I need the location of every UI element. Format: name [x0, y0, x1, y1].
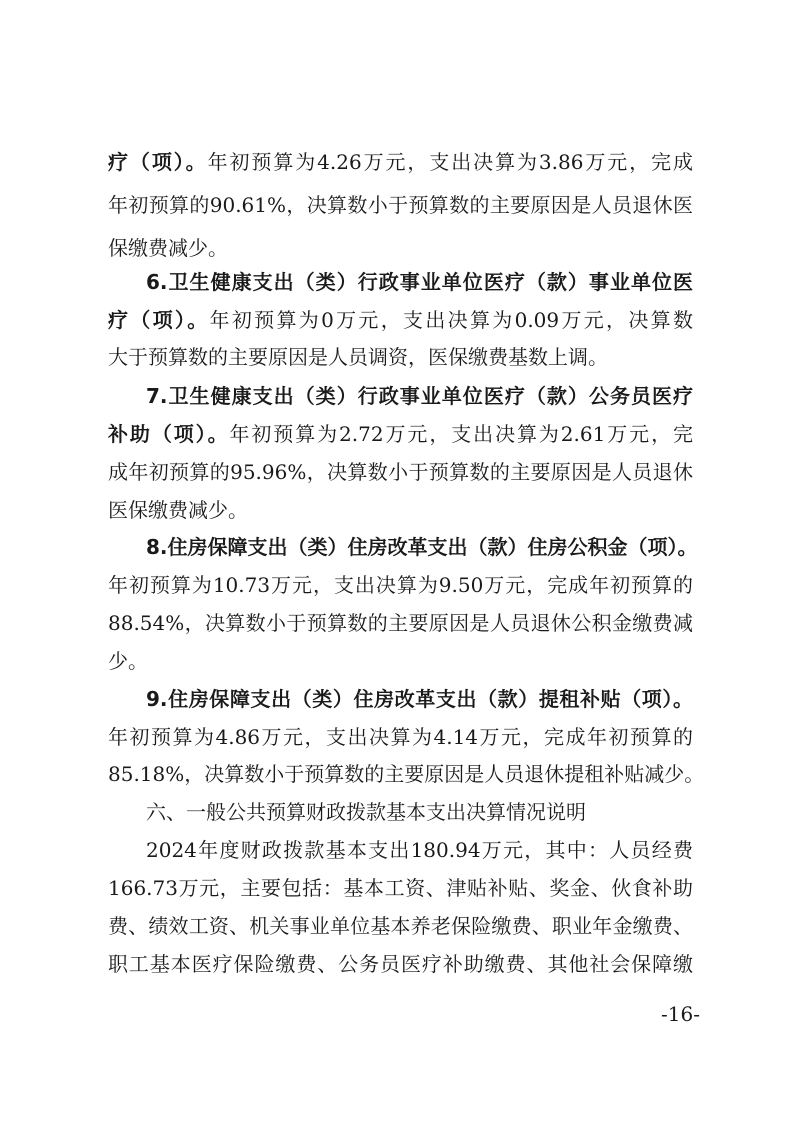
item-body: 年初预算为4.26万元，支出决算为3.86万元，完成: [207, 150, 694, 174]
item-title: 7.卫生健康支出（类）行政事业单位医疗（款）公务员医疗: [146, 384, 693, 408]
text-line: 2024年度财政拨款基本支出180.94万元，其中：人员经费: [146, 838, 693, 862]
text-line: 166.73万元，主要包括：基本工资、津贴补贴、奖金、伙食补助: [108, 876, 693, 900]
item-title: 9.住房保障支出（类）住房改革支出（款）提租补贴（项）。: [146, 687, 693, 711]
text-line: 少。: [108, 649, 148, 673]
text-line: 医保缴费减少。: [108, 498, 248, 522]
text-line: 成年初预算的95.96%，决算数小于预算数的主要原因是人员退休: [108, 460, 693, 484]
text-line: 费、绩效工资、机关事业单位基本养老保险缴费、职业年金缴费、: [108, 914, 693, 938]
text-line: 大于预算数的主要原因是人员调资，医保缴费基数上调。: [108, 345, 608, 369]
item-title: 6.卫生健康支出（类）行政事业单位医疗（款）事业单位医: [146, 270, 693, 294]
text-line: 年初预算为10.73万元，支出决算为9.50万元，完成年初预算的: [108, 573, 693, 597]
text-line: 年初预算的90.61%，决算数小于预算数的主要原因是人员退休医: [108, 193, 693, 217]
text-line: 保缴费减少。: [108, 236, 228, 260]
text-line: [108, 148, 693, 176]
text-line: 职工基本医疗保险缴费、公务员医疗补助缴费、其他社会保障缴: [108, 952, 693, 976]
item-title: 8.住房保障支出（类）住房改革支出（款）住房公积金（项）。: [146, 535, 698, 559]
text-line: 88.54%，决算数小于预算数的主要原因是人员退休公积金缴费减: [108, 611, 693, 635]
section-heading: 六、一般公共预算财政拨款基本支出决算情况说明: [146, 800, 586, 824]
text-line: 85.18%，决算数小于预算数的主要原因是人员退休提租补贴减少。: [108, 762, 705, 786]
page-number: -16-: [661, 1002, 700, 1026]
item-title: 疗（项）。: [108, 308, 210, 332]
item-body: 年初预算为0万元，支出决算为0.09万元，决算数: [209, 308, 693, 332]
text-line: 年初预算为4.86万元，支出决算为4.14万元，完成年初预算的: [108, 725, 693, 749]
text-line: [108, 420, 693, 448]
item-title: 补助（项）。: [108, 422, 230, 446]
text-line: [108, 306, 693, 334]
item-title: 疗（项）。: [108, 150, 208, 174]
item-body: 年初预算为2.72万元，支出决算为2.61万元，完: [229, 422, 693, 446]
